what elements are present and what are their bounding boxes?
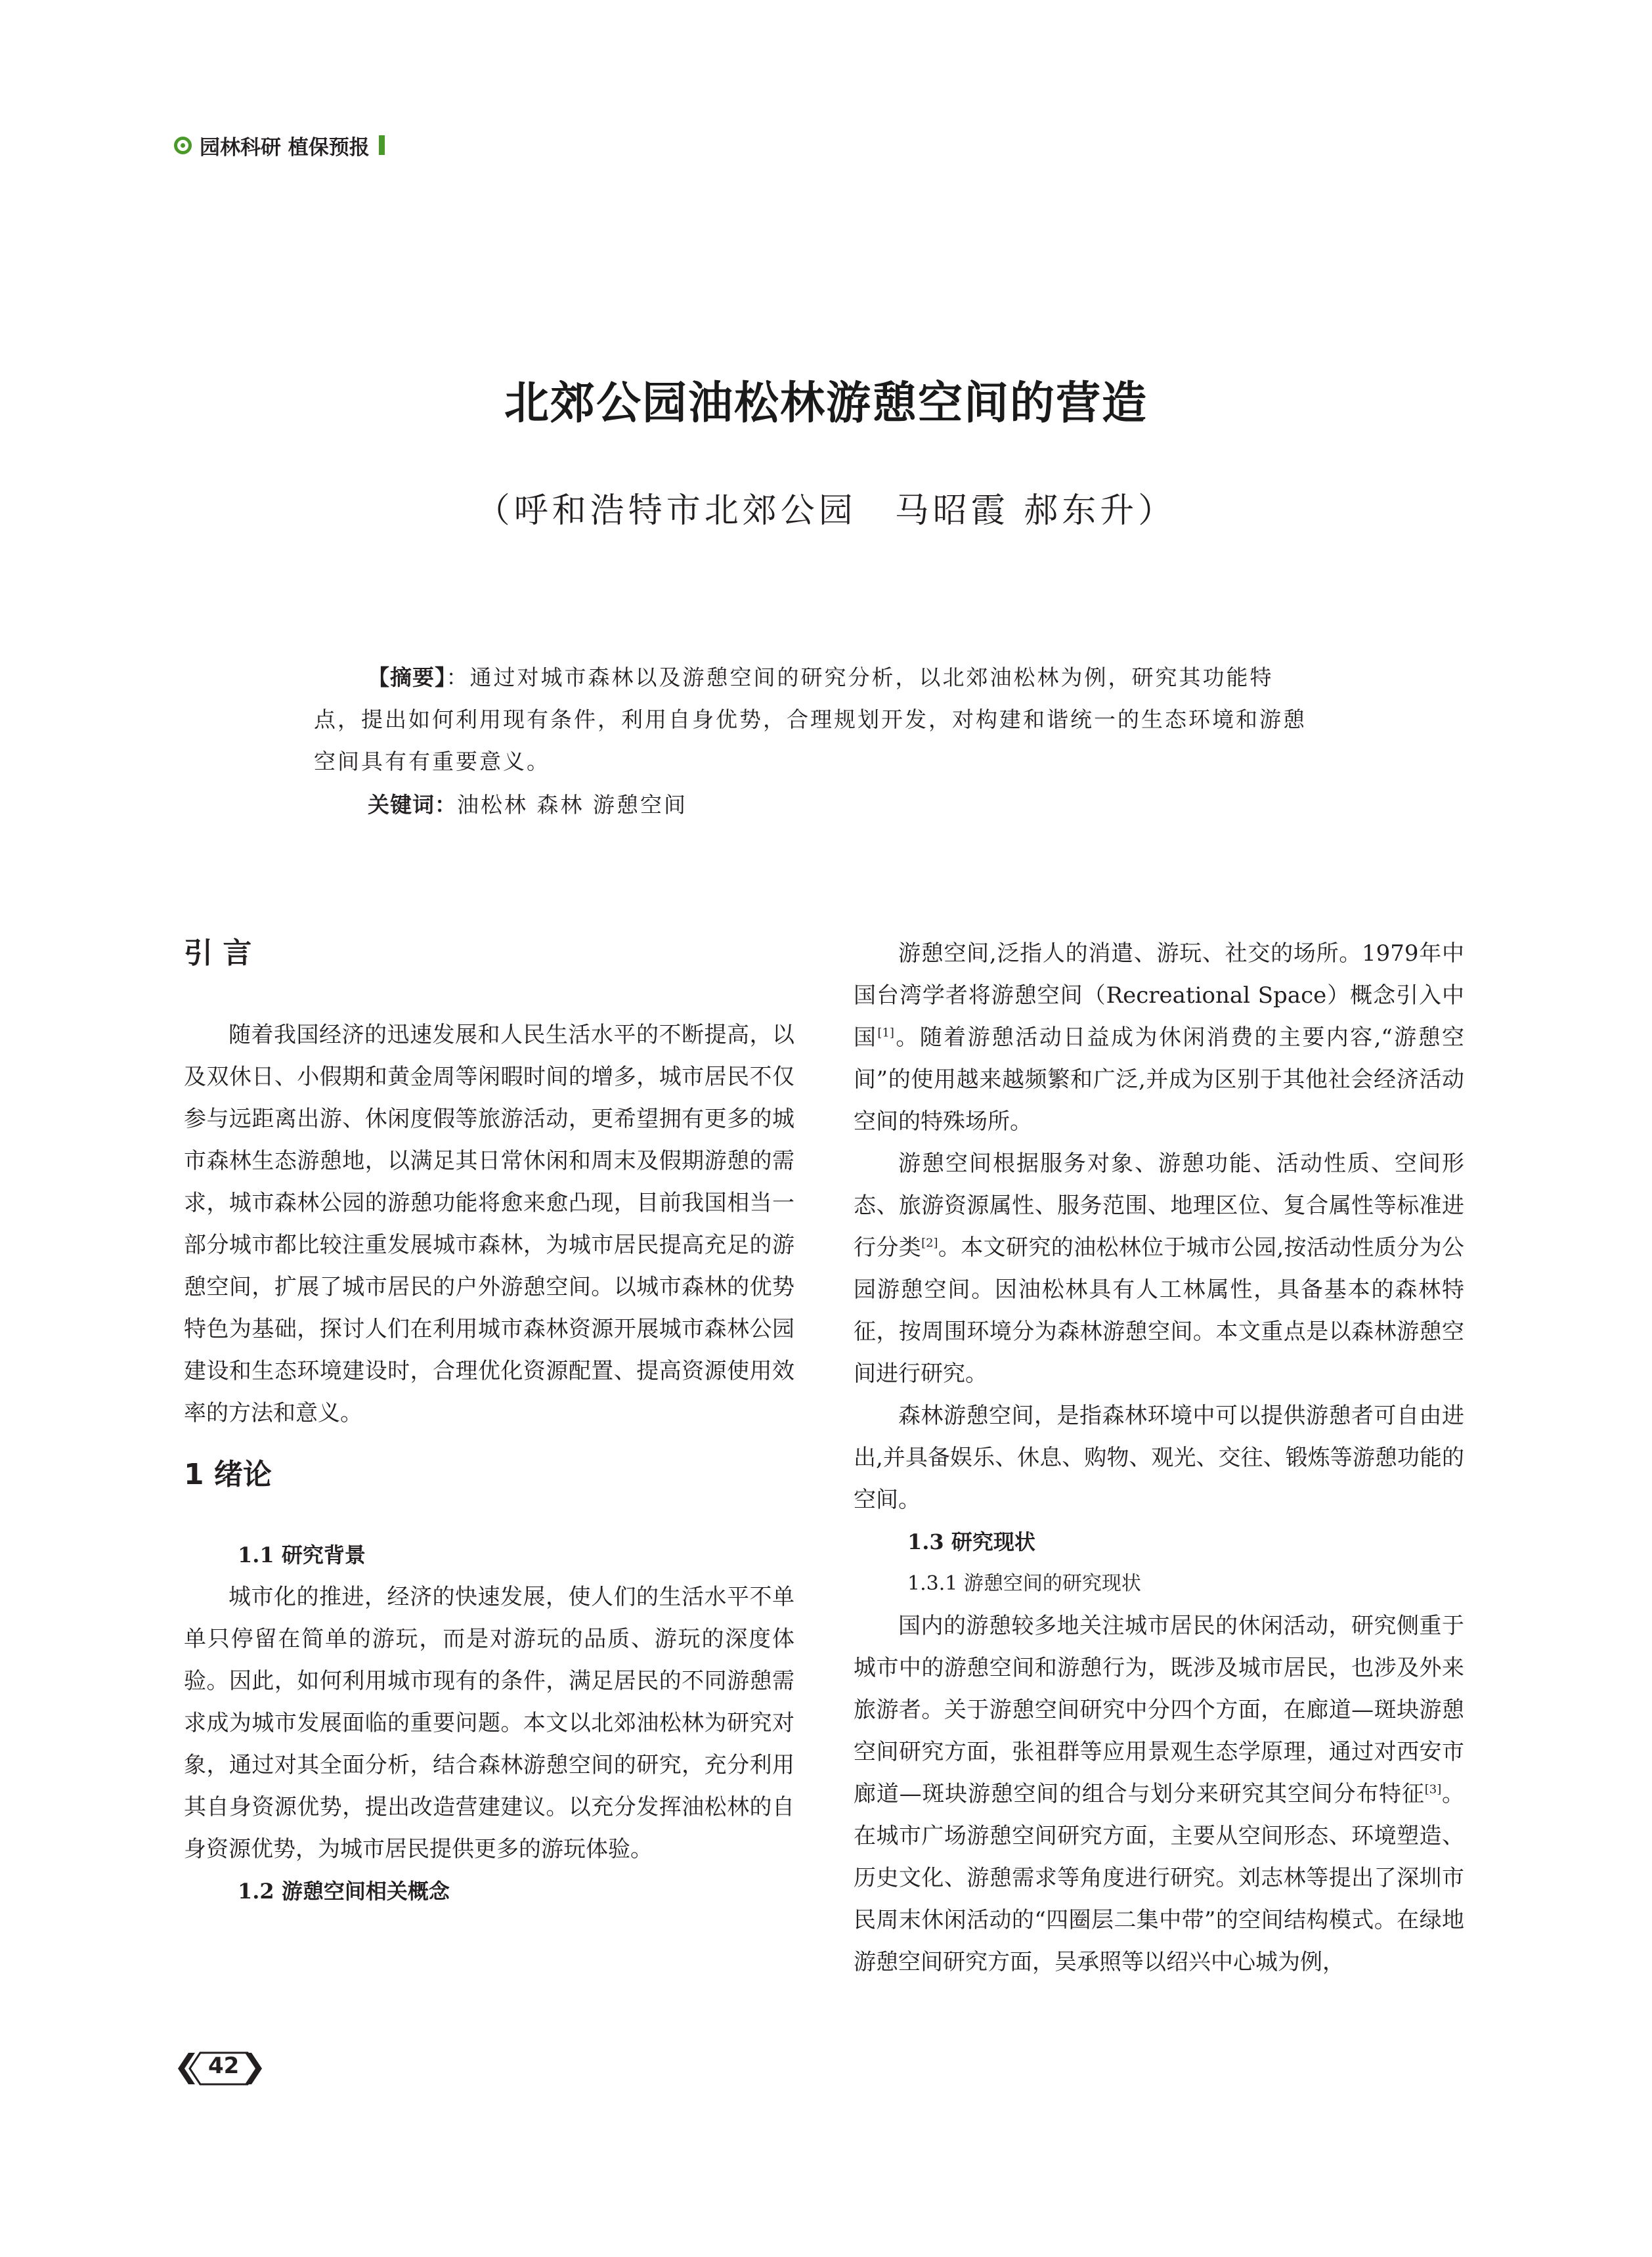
- abstract-line-1: 【摘要】：通过对城市森林以及游憩空间的研究分析，以北郊油松林为例，研究其功能特: [368, 665, 1274, 690]
- section-1-1-heading: 1.1 研究背景: [238, 1543, 366, 1567]
- abstract-line-3: 空间具有有重要意义。: [314, 749, 550, 774]
- paragraph-forest-space: 森林游憩空间，是指森林环境中可以提供游憩者可自由进出,并具备娱乐、休息、购物、观光、交往、锻炼等游憩功能的空间。: [854, 1403, 1464, 1513]
- circle-logo-icon: [174, 137, 192, 154]
- paragraph-research-status: 国内的游憩较多地关注城市居民的休闲活动，研究侧重于城市中的游憩空间和游憩行为，既涉及城市居民，也涉及外来旅游者。关于游憩空间研究中分四个方面，在廊道—斑块游憩空间研究方面，张祖群等应用景观生态学原理，通过对西安市廊道—斑块游憩空间的组合与划分来研究其空间分布特征[3]。在城市广场游憩空间研究方面，主要从空间形态、环境塑造、历史文化、游憩需求等角度进行研究。刘志林等提出了深圳市民周末休闲活动的“四圈层二集中带”的空间结构模式。在绿地游憩空间研究方面，吴承照等以绍兴中心城为例，: [854, 1613, 1465, 1975]
- keywords-label: 关键词：: [368, 792, 457, 818]
- article-authors: （呼和浩特市北郊公园 马昭霞 郝东升）: [475, 491, 1177, 531]
- abstract-label: 【摘要】: [368, 665, 446, 690]
- section-1-3-heading: 1.3 研究现状: [907, 1529, 1035, 1554]
- intro-paragraph: 随着我国经济的迅速发展和人民生活水平的不断提高，以及双休日、小假期和黄金周等闲暇时间的增多，城市居民不仅参与远距离出游、休闲度假等旅游活动，更希望拥有更多的城市森林生态游憩地，以满足其日常休闲和周末及假期游憩的需求，城市森林公园的游憩功能将愈来愈凸现，目前我国相当一部分城市都比较注重发展城市森林，为城市居民提高充足的游憩空间，扩展了城市居民的户外游憩空间。以城市森林的优势特色为基础，探讨人们在利用城市森林资源开展城市森林公园建设和生态环境建设时，合理优化资源配置、提高资源使用效率的方法和意义。: [184, 1022, 794, 1426]
- page-number: 42: [208, 2053, 240, 2079]
- journal-section-label: 园林科研 植保预报: [200, 135, 370, 160]
- citation-2: [2]: [921, 1236, 938, 1250]
- page-number-badge: [174, 2049, 266, 2088]
- intro-heading: 引 言: [184, 936, 252, 970]
- abstract: [314, 657, 1351, 783]
- article-title: 北郊公园油松林游憩空间的营造: [504, 378, 1148, 429]
- section-1-1-paragraph: 城市化的推进，经济的快速发展，使人们的生活水平不单单只停留在简单的游玩，而是对游玩的品质、游玩的深度体验。因此，如何利用城市现有的条件，满足居民的不同游憩需求成为城市发展面临的重要问题。本文以北郊油松林为研究对象，通过对其全面分析，结合森林游憩空间的研究，充分利用其自身资源优势，提出改造营建建议。以充分发挥油松林的自身资源优势，为城市居民提供更多的游玩体验。: [184, 1584, 794, 1862]
- header-bar-mark: [379, 135, 385, 155]
- section-1-2-heading: 1.2 游憩空间相关概念: [238, 1879, 450, 1904]
- citation-1: [1]: [877, 1026, 894, 1040]
- keywords: [368, 788, 687, 819]
- journal-header: [174, 130, 385, 160]
- citation-3: [3]: [1424, 1782, 1442, 1797]
- abstract-line-2: 点，提出如何利用现有条件，利用自身优势，合理规划开发，对构建和谐统一的生态环境和游憩: [314, 707, 1307, 732]
- paragraph-classification: 游憩空间根据服务对象、游憩功能、活动性质、空间形态、旅游资源属性、服务范围、地理区位、复合属性等标准进行分类[2]。本文研究的油松林位于城市公园,按活动性质分为公园游憩空间。因油松林具有人工林属性，具备基本的森林特征，按周围环境分为森林游憩空间。本文重点是以森林游憩空间进行研究。: [854, 1150, 1464, 1387]
- keywords-text: 油松林 森林 游憩空间: [457, 792, 687, 818]
- right-column: [854, 932, 1464, 1983]
- left-column: [184, 932, 794, 1912]
- paragraph-recreation-space: 游憩空间,泛指人的消遣、游玩、社交的场所。1979年中国台湾学者将游憩空间（Recreational Space）概念引入中国[1]。随着游憩活动日益成为休闲消费的主要内容,“游憩空间”的使用越来越频繁和广泛,并成为区别于其他社会经济活动空间的特殊场所。: [854, 940, 1464, 1135]
- section-1-heading: 1 绪论: [184, 1458, 272, 1491]
- section-1-3-1-heading: 1.3.1 游憩空间的研究现状: [907, 1572, 1141, 1595]
